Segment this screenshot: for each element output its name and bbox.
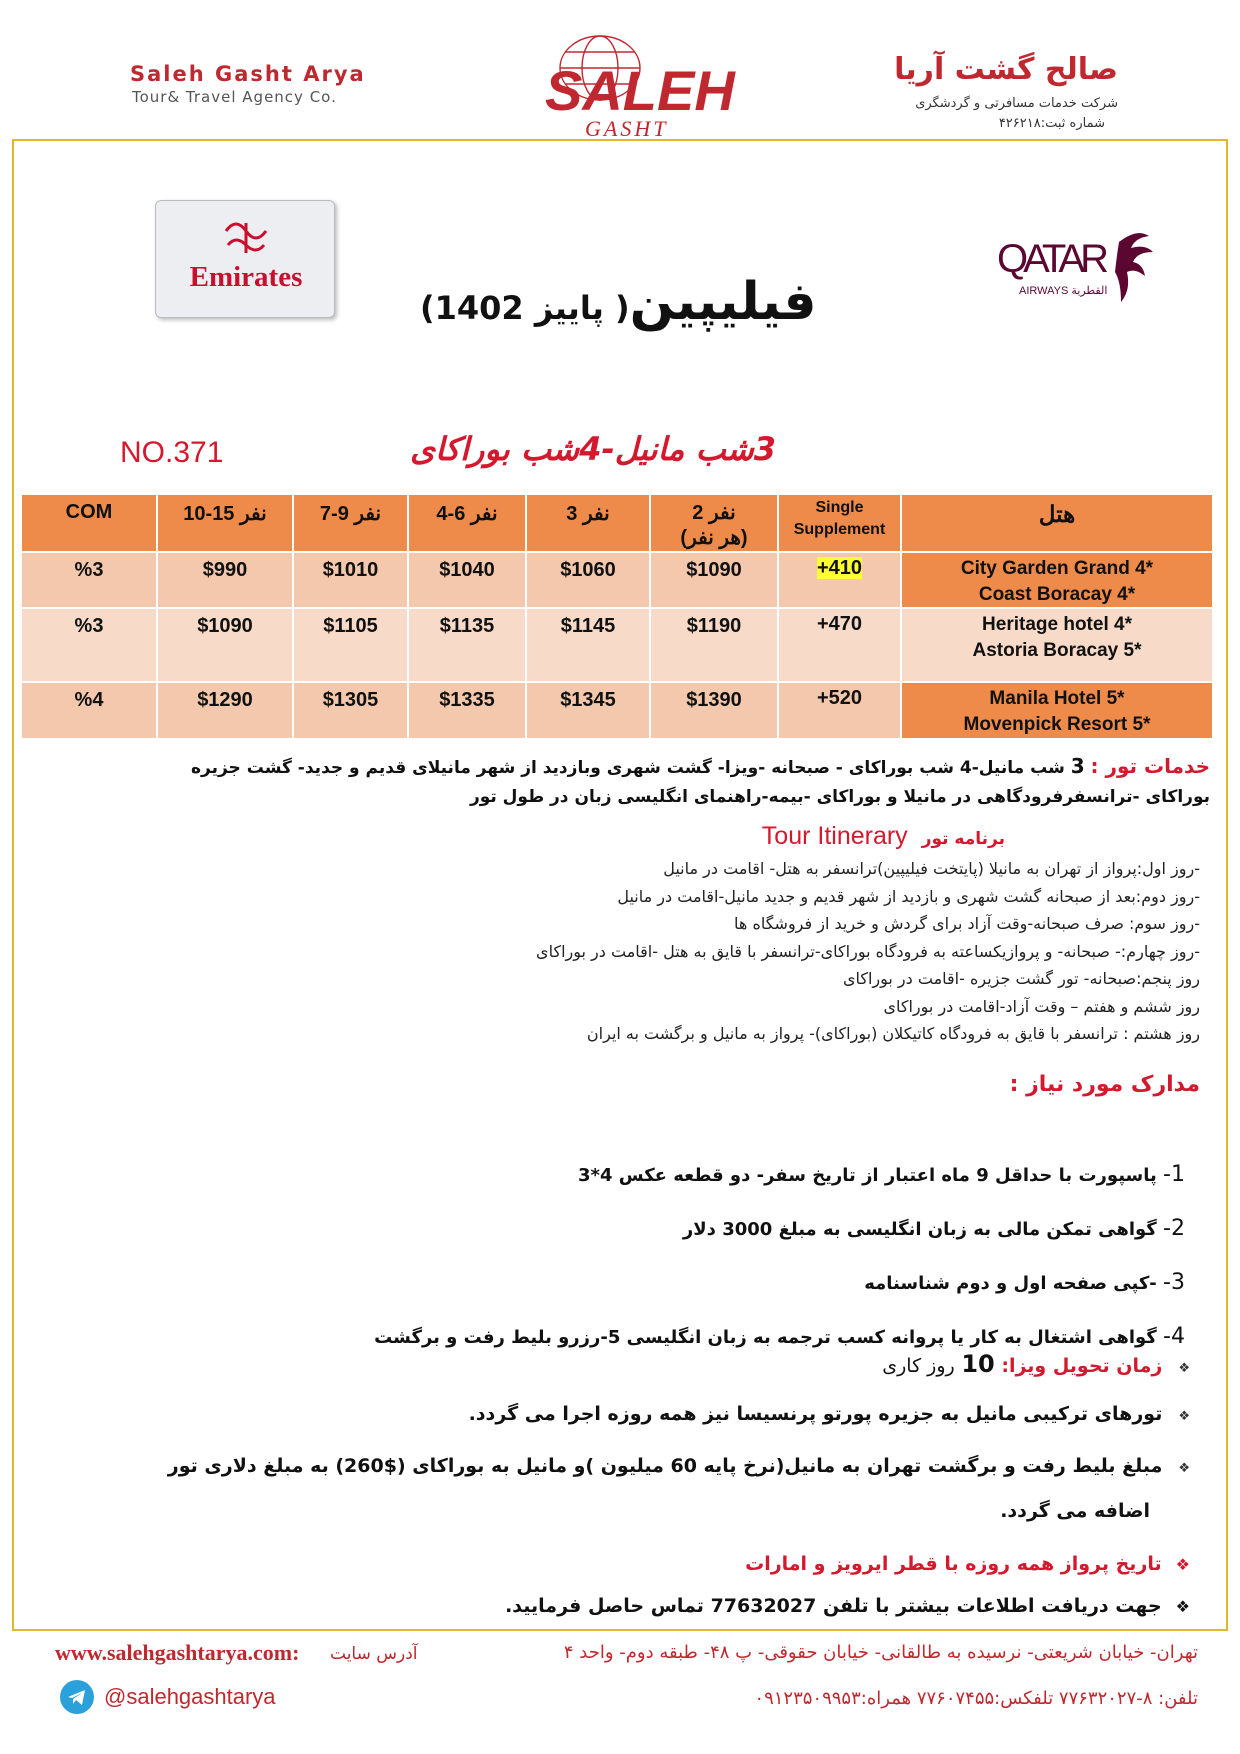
- registration-number: شماره ثبت:۴۲۶۲۱۸: [998, 116, 1105, 131]
- social-handle[interactable]: @salehgashtarya: [104, 1684, 276, 1709]
- cell-10-15: $990: [157, 552, 293, 608]
- svg-text:QATAR: QATAR: [997, 237, 1109, 281]
- itinerary-heading: برنامه تورTour Itinerary: [761, 822, 1005, 850]
- bullet-icon: ❖: [1175, 1555, 1190, 1574]
- list-item: روز هشتم : ترانسفر با قایق به فرودگاه کاتیکلان (بوراکای)- پرواز به مانیل و برگشت به ایران: [586, 1024, 1200, 1044]
- list-item: -روز سوم: صرف صبحانه-وقت آزاد برای گردش و خرید از فروشگاه ها: [734, 914, 1200, 934]
- list-item: 2- گواهی تمکن مالی به زبان انگلیسی به مبلغ 3000 دلار: [682, 1215, 1185, 1241]
- cell-single: +410: [778, 552, 901, 608]
- bullet-icon: ❖: [1178, 1461, 1190, 1476]
- cell-7-9: $1105: [293, 608, 408, 682]
- cell-4-6: $1335: [408, 682, 526, 738]
- emirates-logo: [155, 200, 335, 318]
- page-title: [420, 272, 817, 332]
- cell-hotel: Heritage hotel 4* Astoria Boracay 5*: [901, 608, 1213, 682]
- destination-title: فیلیپین: [629, 272, 817, 332]
- cell-2: $1090: [650, 552, 778, 608]
- header-10-15: 10-15 نفر: [157, 494, 293, 552]
- documents-heading: مدارک مورد نیاز :: [1009, 1072, 1200, 1097]
- company-name-fa: صالح گشت آریا: [894, 52, 1118, 87]
- cell-3: $1060: [526, 552, 650, 608]
- header-7-9: 7-9 نفر: [293, 494, 408, 552]
- table-row: [21, 608, 1213, 682]
- cell-10-15: $1290: [157, 682, 293, 738]
- telegram-icon[interactable]: [60, 1680, 94, 1714]
- qatar-airways-logo: [997, 222, 1157, 307]
- cell-com: %3: [21, 608, 157, 682]
- flight-dates-note: ❖تاریخ پرواز همه روزه با قطر ایرویز و امارات: [745, 1553, 1190, 1575]
- cell-7-9: $1010: [293, 552, 408, 608]
- cell-single: +470: [778, 608, 901, 682]
- tour-number: NO.371: [120, 436, 224, 469]
- phone-numbers: تلفن: ۸-۷۷۶۳۲۰۲۷ تلفکس:۷۷۶۰۷۴۵۵ همراه:۰۹۱۲۳۵۰۹۹۵۳: [754, 1688, 1198, 1709]
- services-label: خدمات تور :: [1090, 754, 1210, 778]
- header-2: 2 نفر (هر نفر): [650, 494, 778, 552]
- table-header-row: [21, 494, 1213, 552]
- table-row: [21, 552, 1213, 608]
- svg-text:AIRWAYS القطرية: AIRWAYS القطرية: [1019, 285, 1108, 297]
- cell-4-6: $1135: [408, 608, 526, 682]
- cell-10-15: $1090: [157, 608, 293, 682]
- cell-hotel: City Garden Grand 4* Coast Boracay 4*: [901, 552, 1213, 608]
- bullet-icon: ❖: [1178, 1409, 1190, 1424]
- company-subtitle-en: Tour& Travel Agency Co.: [132, 88, 337, 106]
- ticket-price-note: ❖مبلغ بلیط رفت و برگشت تهران به مانیل(نرخ پایه 60 میلیون )و مانیل به بوراکای ($260) به مبلغ دلاری تور اضافه می گردد.: [167, 1455, 1190, 1523]
- cell-7-9: $1305: [293, 682, 408, 738]
- cell-com: %4: [21, 682, 157, 738]
- company-subtitle-fa: شرکت خدمات مسافرتی و گردشگری: [915, 96, 1118, 111]
- table-row: [21, 682, 1213, 738]
- list-item: 3- -کپی صفحه اول و دوم شناسنامه: [864, 1269, 1185, 1295]
- header-single: Single Supplement: [778, 494, 901, 552]
- svg-text:SALEH: SALEH: [545, 59, 735, 122]
- list-item: روز ششم و هفتم – وقت آزاد-اقامت در بوراکای: [883, 996, 1200, 1016]
- price-table: [20, 493, 1214, 740]
- list-item: 1- پاسپورت با حداقل 9 ماه اعتبار از تاریخ سفر- دو قطعه عکس 4*3: [578, 1162, 1185, 1187]
- svg-text:GASHT: GASHT: [585, 116, 669, 140]
- company-name-en: Saleh Gasht Arya: [130, 62, 366, 86]
- bullet-icon: ❖: [1175, 1597, 1190, 1616]
- contact-note: ❖جهت دریافت اطلاعات بیشتر با تلفن 77632027 تماس حاصل فرمایید.: [505, 1595, 1190, 1617]
- documents-list: [135, 1148, 1185, 1364]
- list-item: -روز اول:پرواز از تهران به مانیلا (پایتخت فیلیپین)ترانسفر به هتل- اقامت در مانیل: [663, 859, 1200, 878]
- visa-time-note: ❖زمان تحویل ویزا: 10 روز کاری: [882, 1350, 1190, 1378]
- cell-hotel: Manila Hotel 5* Movenpick Resort 5*: [901, 682, 1213, 738]
- cell-com: %3: [21, 552, 157, 608]
- cell-4-6: $1040: [408, 552, 526, 608]
- tour-services: خدمات تور : 3 شب مانیل-4 شب بوراکای - صبحانه -ویزا- گشت شهری وبازدید از شهر مانیلای قدیم و جدید- گشت جزیره بوراکای -ترانسفرفرودگاهی در مانیلا و بوراکای -بیمه-راهنمای انگلیسی زبان در طول تور: [190, 754, 1210, 807]
- saleh-gasht-logo: [525, 30, 750, 140]
- website-url[interactable]: www.salehgashtarya.com:: [55, 1640, 300, 1665]
- nights-summary: 3شب مانیل-4شب بوراکای: [410, 430, 777, 468]
- list-item: -روز چهارم:- صبحانه- و پروازیکساعته به فرودگاه بوراکای-ترانسفر با قایق به هتل -اقامت در بوراکای: [536, 941, 1200, 961]
- cell-3: $1345: [526, 682, 650, 738]
- website-label: آدرس سایت: [330, 1644, 418, 1664]
- list-item: 4- گواهی اشتغال به کار یا پروانه کسب ترجمه به زبان انگلیسی 5-رزرو بلیط رفت و برگشت: [374, 1323, 1185, 1349]
- header-hotel: هتل: [901, 494, 1213, 552]
- header-4-6: 4-6 نفر: [408, 494, 526, 552]
- bullet-icon: ❖: [1178, 1361, 1190, 1376]
- cell-single: +520: [778, 682, 901, 738]
- cell-2: $1390: [650, 682, 778, 738]
- list-item: -روز دوم:بعد از صبحانه گشت شهری و بازدید از شهر قدیم و جدید مانیل-اقامت در مانیل: [617, 886, 1200, 906]
- cell-3: $1145: [526, 608, 650, 682]
- itinerary-days: [100, 855, 1200, 1048]
- combo-tour-note: ❖تورهای ترکیبی مانیل به جزیره پورتو پرنسیسا نیز همه روزه اجرا می گردد.: [468, 1403, 1190, 1425]
- header-com: COM: [21, 494, 157, 552]
- cell-2: $1190: [650, 608, 778, 682]
- list-item: روز پنجم:صبحانه- تور گشت جزیره -اقامت در بوراکای: [842, 969, 1200, 989]
- svg-text:Emirates: Emirates: [189, 261, 303, 293]
- season-subtitle: ( پاییز 1402): [420, 289, 630, 327]
- address: تهران- خیابان شریعتی- نرسیده به طالقانی- خیابان حقوقی- پ ۴۸- طبقه دوم- واحد ۴: [563, 1642, 1198, 1663]
- header-3: 3 نفر: [526, 494, 650, 552]
